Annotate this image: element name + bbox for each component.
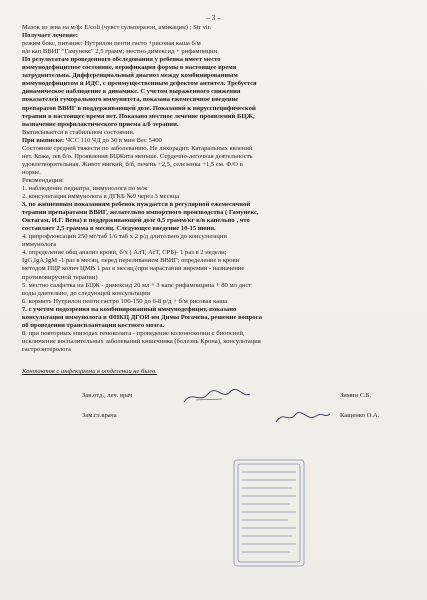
text-line: противовирусной терапии) bbox=[22, 273, 98, 281]
text-line: Получает лечение: bbox=[22, 32, 78, 40]
signature-row-2 bbox=[22, 406, 405, 422]
text-line: консультация иммунолога в ФНКЦ ДГОИ им Димы Рогачева, решение вопроса bbox=[22, 313, 262, 321]
signature-row-1 bbox=[22, 386, 405, 402]
document-body bbox=[22, 24, 405, 354]
text-line: 1. наблюдение педиатра, иммунолога по м/ж bbox=[22, 184, 148, 192]
text-line: составляет 2,5 грамма в месяц. Следующее введение 10-15 июня. bbox=[22, 225, 216, 233]
signature-name: Кащенко О.А. bbox=[340, 412, 380, 420]
text-line: 7. с учетом подозрения на комбинированный иммунодефицит, показано bbox=[22, 305, 237, 313]
text-line: Октагам, И.Г. Вена) в поддерживающей дозе 0,5 грамм/кг в/в капельно , что bbox=[22, 217, 250, 225]
text-line: гастроэнтеролога bbox=[22, 345, 72, 353]
line-rest: ЧСС 110 ЧД до 30 в мин Вес 5400 bbox=[64, 136, 162, 144]
signature-mark bbox=[182, 388, 252, 406]
text-line: 4. определение общ анализ крови, б/х ( АлТ, АсТ, СРБ)- 1 раз в 2 недели; bbox=[22, 249, 227, 257]
text-line: показателей гуморального иммунитета, показана ежемесячное введение bbox=[22, 96, 239, 104]
text-line: в/в кап ВВИГ "Гамунекс" 2,5 грамм; местно димексид + рифампицин bbox=[22, 48, 218, 56]
text-line: об проведении трансплантации костного мозга. bbox=[22, 321, 165, 329]
text-line bbox=[22, 137, 405, 145]
signature-mark bbox=[272, 406, 332, 426]
text-line: динамическое наблюдение в динамике. С учетом выраженного снижения bbox=[22, 88, 241, 96]
text-line: 5. местно салфетка на БЦЖ - димексид 20 мл + 3 капс рифампицина + 80 мл дист bbox=[22, 281, 252, 289]
text-line: методом ПЦР колич ЦМВ 1 раз в месяц (при нарастании виремии - назначение bbox=[22, 265, 245, 273]
text-line: удовлетворительная. Живот мягкий, б/б, печень +2,5, селезенка +1,5 см. Ф/О в bbox=[22, 160, 243, 168]
text-line: 8. при повторных эпизодах гемоколита - проведение колоноскопии с биопсией, bbox=[22, 329, 245, 337]
text-line: препаратов ВВИГ в поддерживающей дозе. Показаний к вирусспецифической bbox=[22, 104, 256, 112]
text-line: назначение профилактического приема а/б терапии. bbox=[22, 120, 179, 128]
signature-role: Зам.гл.врача bbox=[82, 412, 117, 420]
text-line: исключение воспалительных заболеваний кишечника (болезнь Крона), консультация bbox=[22, 337, 261, 345]
text-line: 2. консультация иммунолога в ДГКБ №9 через 3 месяца bbox=[22, 193, 180, 201]
text-line: Рекомендации: bbox=[22, 176, 64, 184]
text-line: иммунодефицитное состояние, верификация формы в настоящее время bbox=[22, 64, 237, 72]
text-line: Состояние средней тяжести по заболеванию. Не лихорадит. Катаральных явлений bbox=[22, 144, 253, 152]
text-line: Выписывается в стабильном состоянии. bbox=[22, 128, 135, 136]
bold-prefix: При выписке: bbox=[22, 136, 65, 144]
text-line: 6. кормить Нутрилон пепти гастро 100-150 до 6-8 р/д + б/м рисовая каша bbox=[22, 297, 228, 305]
contacts-note: Контактов с инфекциями в отделении не было. bbox=[22, 367, 157, 375]
text-line: терапии препаратами ВВИГ, желательно импортного производства ( Гамунекс, bbox=[22, 209, 259, 217]
text-line: иммунодефицитом и ИДС, с преимущественным дефектом антител. Требуется bbox=[22, 80, 257, 88]
page-number: – 3 – bbox=[206, 14, 221, 22]
text-line: 3. по жизненным показаниям ребенок нуждается в регулярной ежемесячной bbox=[22, 201, 251, 209]
text-line: затруднительна. Дифференциальный диагноз между комбинированным bbox=[22, 72, 238, 80]
text-line: норме. bbox=[22, 168, 41, 176]
text-line: нет. Кожа, зев б/о. Проявления БЦЖита меньше. Сердечно-легочная деятельность bbox=[22, 152, 253, 160]
text-line: Мазок из зева на м/ф: E/coli (чувст сульперазон, амикацин) ; Str vir. bbox=[22, 24, 212, 32]
text-line: 4. ципрофлоксацин 250 мг/таб 1/6 таб х 2 р/д длительно до консультации bbox=[22, 233, 227, 241]
text-line: иммунолога bbox=[22, 241, 57, 249]
signature-name: Зимин С.Б. bbox=[340, 392, 372, 400]
text-line: По результатам проведенного обследования у ребенка имеет место bbox=[22, 56, 221, 64]
text-line: терапии в настоящее время нет. Показано местное лечение проявлений БЦЖ, bbox=[22, 112, 255, 120]
stamp-image bbox=[230, 458, 308, 568]
text-line: IgG,IgA,IgM -1 раз в месяц, перед переливанием ВВИГ; определение в крови bbox=[22, 257, 240, 265]
text-line: воды длительно, до следующей консультации bbox=[22, 289, 151, 297]
signature-role: Зав.отд., леч. врач bbox=[82, 392, 133, 400]
text-line: режим бокс, питание: Нутрилон пепти гасто +рисовая каша б/м bbox=[22, 40, 201, 48]
